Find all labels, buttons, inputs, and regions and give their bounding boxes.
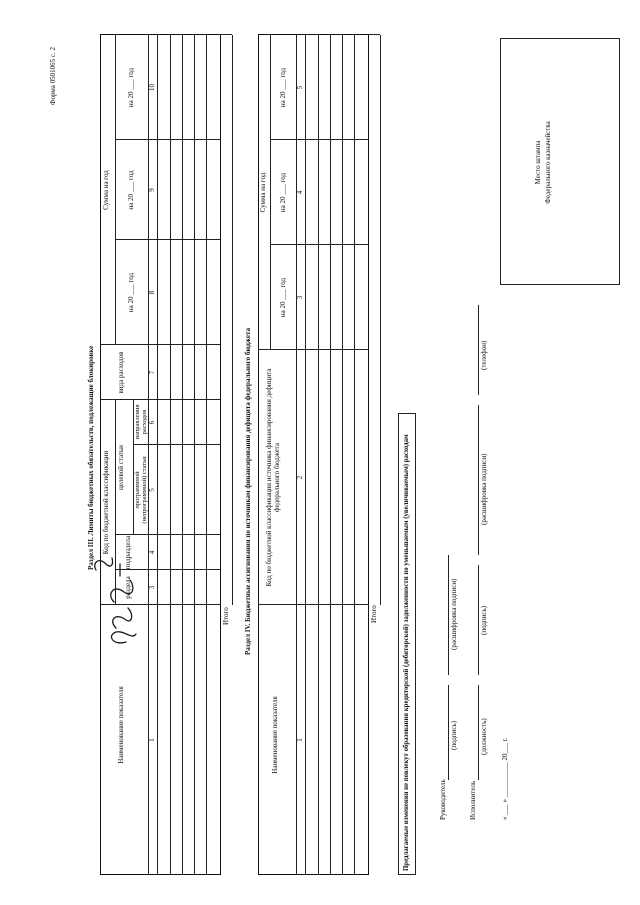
exec-phone-caption: (телефон)	[480, 340, 488, 370]
s3-top-border	[100, 35, 101, 875]
s3-num: 10	[148, 84, 156, 91]
date-line: « ___ » __________ 20___ г.	[501, 737, 509, 820]
s3-bottom-border	[220, 35, 221, 875]
s4-col-code: Код по бюджетной классификации источника финансирования дефицита федерального бюджета	[265, 368, 281, 587]
s3-year2: на 20 ___ год	[127, 170, 135, 210]
s4-num: 5	[296, 85, 304, 90]
head-name-caption: (расшифровка подписи)	[450, 578, 458, 650]
exec-pos-line	[478, 685, 479, 780]
s4-left-border	[258, 874, 368, 875]
s3-row-line	[182, 35, 183, 875]
s4-row-line	[330, 35, 331, 875]
s4-col-sep	[258, 604, 368, 605]
executor-label: Исполнитель	[469, 780, 477, 820]
head-sign-caption: (подпись)	[450, 720, 458, 750]
s4-bottom-border	[368, 35, 369, 875]
exec-phone-line	[478, 305, 479, 395]
exec-sign-line	[478, 565, 479, 675]
handwritten-mark	[86, 555, 141, 650]
s4-num: 2	[296, 475, 304, 480]
s4-num: 4	[296, 190, 304, 195]
s3-total-right	[220, 34, 232, 35]
exec-sign-caption: (подпись)	[480, 605, 488, 635]
exec-pos-caption: (должность)	[480, 718, 488, 755]
s3-num: 4	[148, 550, 156, 555]
s3-year1: на 20 ___ год	[127, 272, 135, 313]
s4-year1: на 20 ___ год	[279, 277, 287, 318]
exec-name-caption: (расшифровка подписи)	[480, 453, 488, 525]
section4-title: Раздел IV. Бюджетные ассигнования по источникам финансирования дефицита федерального бюджета	[244, 327, 252, 655]
s4-year3: на 20 ___ год	[279, 67, 287, 108]
s3-col-podrazdel: подраздела	[124, 535, 132, 570]
s3-col-code: Код по бюджетной классификации	[102, 450, 110, 555]
form-code: Форма 0501065 с. 2	[49, 46, 57, 105]
s4-top-border	[258, 35, 259, 875]
s3-num: 3	[148, 585, 156, 590]
s3-year3: на 20 ___ год	[127, 67, 135, 108]
exec-name-line	[478, 405, 479, 555]
s3-num: 9	[148, 188, 156, 192]
stamp-line2: Федерального казначейства	[544, 121, 552, 204]
head-label: Руководитель	[439, 779, 447, 820]
s3-num-row-bottom	[157, 35, 158, 875]
s3-header-split	[115, 35, 116, 345]
stamp-box	[500, 38, 620, 285]
s3-num: 6	[148, 420, 156, 425]
s3-num: 8	[148, 290, 156, 295]
s4-total-label: Итого	[370, 605, 378, 623]
s4-row-line	[318, 35, 319, 875]
s3-num: 5	[148, 488, 156, 492]
s4-col-sep	[258, 349, 368, 350]
s4-row-line	[354, 35, 355, 875]
s3-col-sum: Сумма на год	[102, 170, 110, 210]
s3-total-label: Итого	[222, 607, 230, 625]
s4-total-bottom	[380, 35, 381, 605]
s4-year2: на 20 ___ год	[279, 172, 287, 213]
s4-num: 3	[296, 295, 304, 300]
s3-col-program: программной (непрограммной) статьи	[134, 456, 149, 524]
s4-row-line	[342, 35, 343, 875]
s3-col-vid: вида расходов	[117, 351, 125, 394]
s3-col-target: целевой статьи	[117, 445, 125, 490]
s3-row-line	[206, 35, 207, 875]
notice-text: Предлагаемые изменения не повлекут образования кредиторской (дебиторской) задолженности по уменьшаемым (увеличиваемым) расходам	[403, 434, 410, 871]
s3-num: 1	[148, 738, 156, 742]
s4-col-sum: Сумма на год	[259, 172, 267, 213]
s3-num: 7	[148, 370, 156, 375]
s3-row-line	[194, 35, 195, 875]
s3-row-line	[170, 35, 171, 875]
head-name-line	[448, 555, 449, 675]
s3-left-border	[100, 874, 220, 875]
section3-title: Раздел III. Лимиты бюджетных обязательств, подлежащие блокировке	[87, 345, 95, 570]
s4-right-border	[258, 34, 368, 35]
s4-col-name: Наименование показателя	[271, 696, 279, 774]
s4-header-split	[270, 35, 271, 350]
stamp-line1: Место штампа	[534, 140, 542, 185]
s4-num: 1	[296, 738, 304, 742]
head-sign-line	[448, 685, 449, 780]
s3-col-name: Наименование показателя	[117, 686, 125, 764]
s3-col-razdel: раздела	[124, 576, 132, 599]
s4-num-row-bottom	[305, 35, 306, 875]
s3-total-bottom	[232, 35, 233, 605]
s3-right-border	[100, 34, 220, 35]
s4-total-right	[368, 34, 380, 35]
s3-col-direction: направления расходов	[134, 404, 149, 440]
